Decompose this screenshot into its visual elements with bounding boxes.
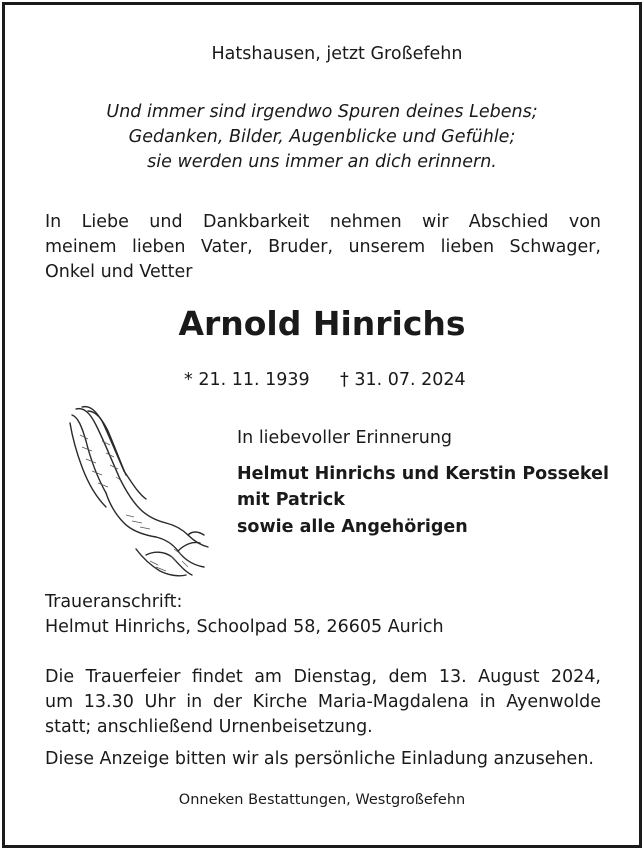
mourners xyxy=(237,461,609,513)
intro-line: Onkel und Vetter xyxy=(45,262,193,282)
funeral-home: Onneken Bestattungen, Westgroßefehn xyxy=(178,792,466,808)
address-label: Traueranschrift: xyxy=(45,592,183,612)
service-line: Die Trauerfeier findet am Dienstag, dem 13. August 2024, xyxy=(45,667,601,687)
memory-line: In liebevoller Erinnerung xyxy=(237,428,453,448)
mourner-line: Helmut Hinrichs und Kerstin Possekel xyxy=(237,464,609,484)
service-paragraph xyxy=(45,665,601,740)
intro-line: meinem lieben Vater, Bruder, unserem lieben Schwager, xyxy=(45,237,601,257)
death-date: † 31. 07. 2024 xyxy=(340,370,466,390)
praying-hands-icon xyxy=(66,405,211,577)
verse-line: Gedanken, Bilder, Augenblicke und Gefühle; xyxy=(128,127,516,147)
place-line: Hatshausen, jetzt Großefehn xyxy=(211,44,463,64)
mourning-address: Helmut Hinrichs, Schoolpad 58, 26605 Aurich xyxy=(45,617,444,637)
memorial-verse xyxy=(0,100,644,175)
verse-line: Und immer sind irgendwo Spuren deines Lebens; xyxy=(106,102,538,122)
verse-line: sie werden uns immer an dich erinnern. xyxy=(147,152,497,172)
deceased-name: Arnold Hinrichs xyxy=(178,304,466,343)
intro-line: In Liebe und Dankbarkeit nehmen wir Abschied von xyxy=(45,212,601,232)
intro-paragraph xyxy=(45,210,601,285)
birth-date: * 21. 11. 1939 xyxy=(184,370,310,390)
relatives-line: sowie alle Angehörigen xyxy=(237,517,468,537)
service-line: um 13.30 Uhr in der Kirche Maria-Magdalena in Ayenwolde xyxy=(45,692,601,712)
service-line: statt; anschließend Urnenbeisetzung. xyxy=(45,717,373,737)
mourner-line: mit Patrick xyxy=(237,490,345,510)
invitation-line: Diese Anzeige bitten wir als persönliche Einladung anzusehen. xyxy=(45,749,594,769)
